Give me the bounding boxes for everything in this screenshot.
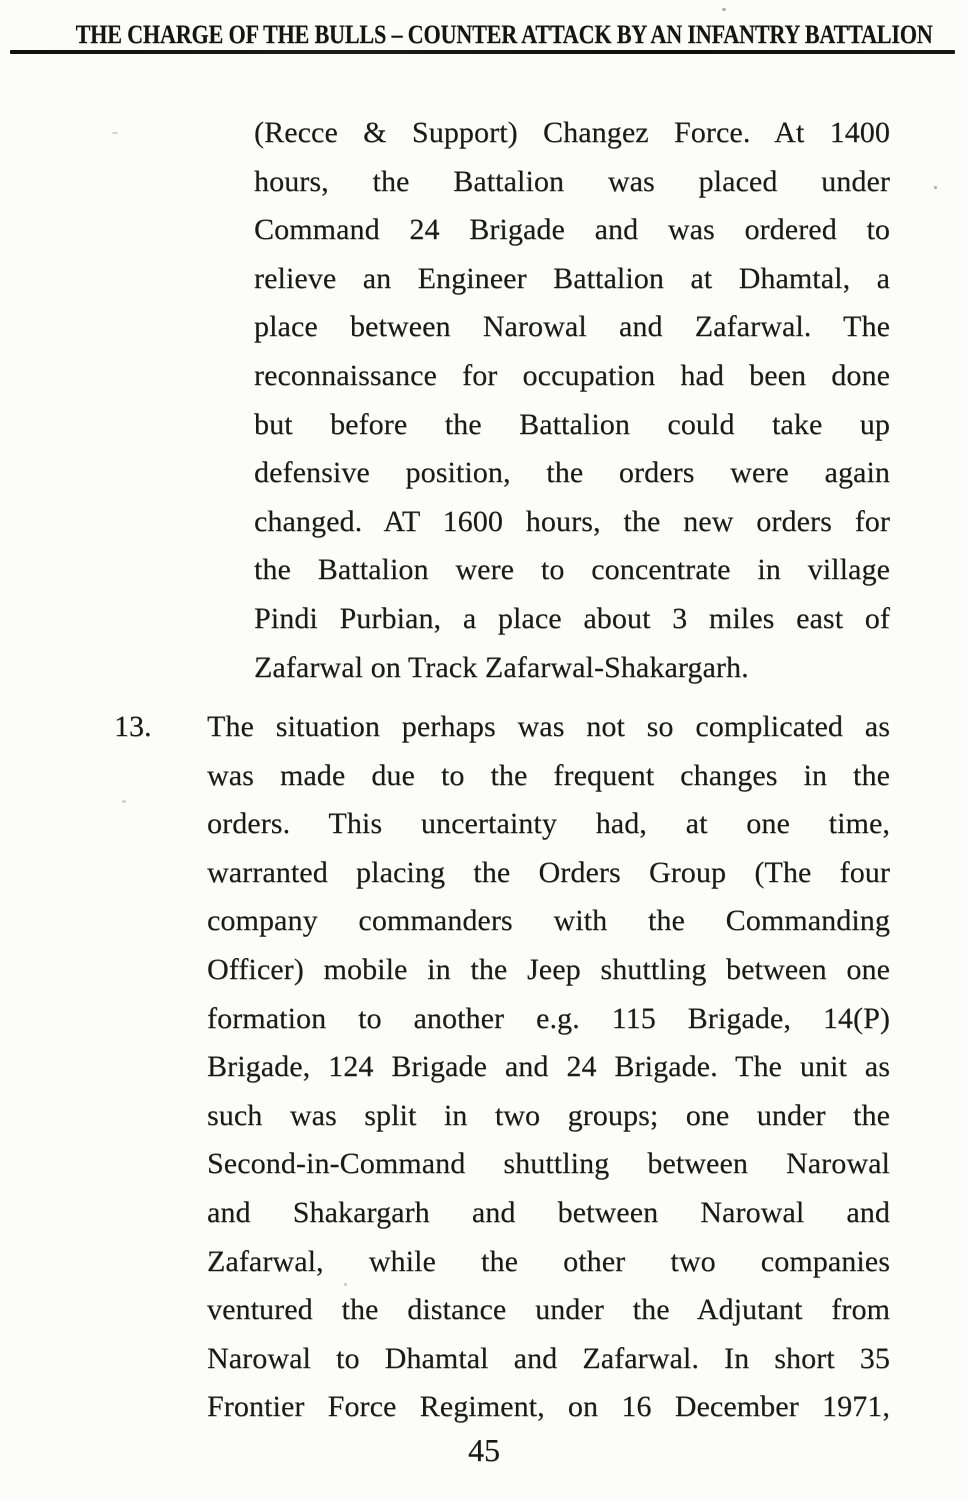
paragraph-number: 13. [114,710,152,743]
scan-speckle [722,8,726,11]
scan-speckle [934,186,937,189]
scan-speckle [344,1283,347,1286]
paragraph-13 [207,703,890,1432]
text-line: company commanders with the Commanding [207,904,890,938]
text-line: place between Narowal and Zafarwal. The [254,310,890,344]
text-line: formation to another e.g. 115 Brigade, 14(P) [207,1001,890,1035]
paragraph-continuation [254,109,890,692]
text-line: such was split in two groups; one under the [207,1098,890,1132]
text-line: Pindi Purbian, a place about 3 miles east of [254,601,890,635]
text-line: warranted placing the Orders Group (The four [207,855,890,889]
text-line: Officer) mobile in the Jeep shuttling between one [207,952,890,986]
text-line: ventured the distance under the Adjutant from [207,1293,890,1327]
scan-speckle [122,800,126,803]
text-line: Command 24 Brigade and was ordered to [254,213,890,247]
text-line: Narowal to Dhamtal and Zafarwal. In short 35 [207,1341,890,1375]
text-line: Frontier Force Regiment, on 16 December 1971, [207,1390,890,1424]
scan-speckle [112,132,118,134]
text-line: Brigade, 124 Brigade and 24 Brigade. The unit as [207,1050,890,1084]
text-line: The situation perhaps was not so complicated as [207,710,890,743]
text-line: changed. AT 1600 hours, the new orders for [254,504,890,538]
text-line: but before the Battalion could take up [254,407,890,441]
text-line: (Recce & Support) Changez Force. At 1400 [254,116,890,149]
text-line: and Shakargarh and between Narowal and [207,1195,890,1229]
header-divider-rule [10,50,955,54]
text-line: the Battalion were to concentrate in village [254,553,890,587]
text-line: relieve an Engineer Battalion at Dhamtal, a [254,261,890,295]
text-line: reconnaissance for occupation had been done [254,358,890,392]
page-title: THE CHARGE OF THE BULLS – COUNTER ATTACK BY AN INFANTRY BATTALION [75,20,933,49]
page-number: 45 [468,1432,500,1468]
text-line: orders. This uncertainty had, at one time, [207,807,890,841]
text-line: Zafarwal on Track Zafarwal-Shakargarh. [254,650,749,684]
text-line: was made due to the frequent changes in the [207,758,890,792]
page-header [0,20,968,50]
text-line: defensive position, the orders were again [254,456,890,490]
text-line: hours, the Battalion was placed under [254,164,890,198]
text-line: Zafarwal, while the other two companies [207,1244,890,1278]
text-line: Second-in-Command shuttling between Narowal [207,1147,890,1181]
